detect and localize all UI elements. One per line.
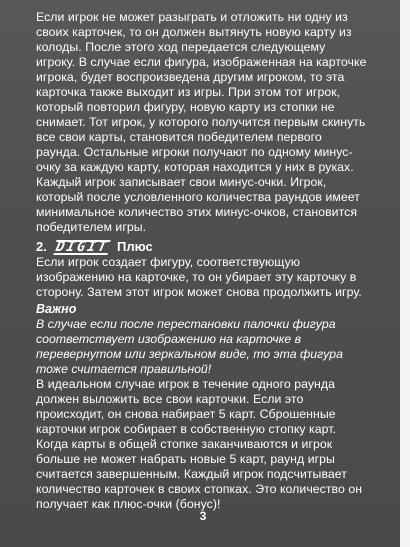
section-title: Плюс: [117, 239, 153, 254]
section-number: 2.: [36, 239, 47, 254]
page-number: 3: [199, 509, 207, 523]
digit-logo: DIGIT: [54, 238, 110, 255]
intro-paragraph: Если игрок не может разыграть и отложить ни одну из своих карточек, то он должен вытянуть новую карту из колоды. После этого ход передается следующему игроку. В случае если фигура, изображенная на карточке игрока, будет воспроизведена другим игроком, то эта карточка также выходит из игры. При этом тот игрок, который повторил фигуру, новую карту из стопки не снимает. Тот игрок, у которого получится первым скинуть все свои карты, становится победителем первого раунда. Остальные игроки получают по одному минус-очку за каждую карту, которая находится у них в руках. Каждый игрок записывает свои минус-очки. Игрок, который после условленного количества раундов имеет минимальное количество этих минус-очков, становится победителем игры.: [36, 10, 367, 234]
important-title: Важно: [36, 302, 77, 316]
section-heading: [36, 239, 367, 255]
plus-paragraph: Если игрок создает фигуру, соответствующую изображению на карточке, то он убирает эту карточку в сторону. Затем этот игрок может снова продолжить игру.: [36, 255, 362, 299]
important-paragraph: В случае если после перестановки палочки фигура соответствует изображению на карточке в перевернутом или зеркальном виде, то эта фигура тоже считается правильной!: [36, 317, 343, 376]
ending-paragraph: В идеальном случае игрок в течение одного раунда должен выложить все свои карточки. Если это происходит, он снова набирает 5 карт. Сброшенные карточки игрок собирает в собственную стопку карт. Когда карты в общей стопке заканчиваются и игрок больше не может набрать новые 5 карт, раунд игры считается завершенным. Каждый игрок подсчитывает количество карточек в своих стопках. Это количество он получает как плюс-очки (бонус)!: [36, 377, 363, 511]
